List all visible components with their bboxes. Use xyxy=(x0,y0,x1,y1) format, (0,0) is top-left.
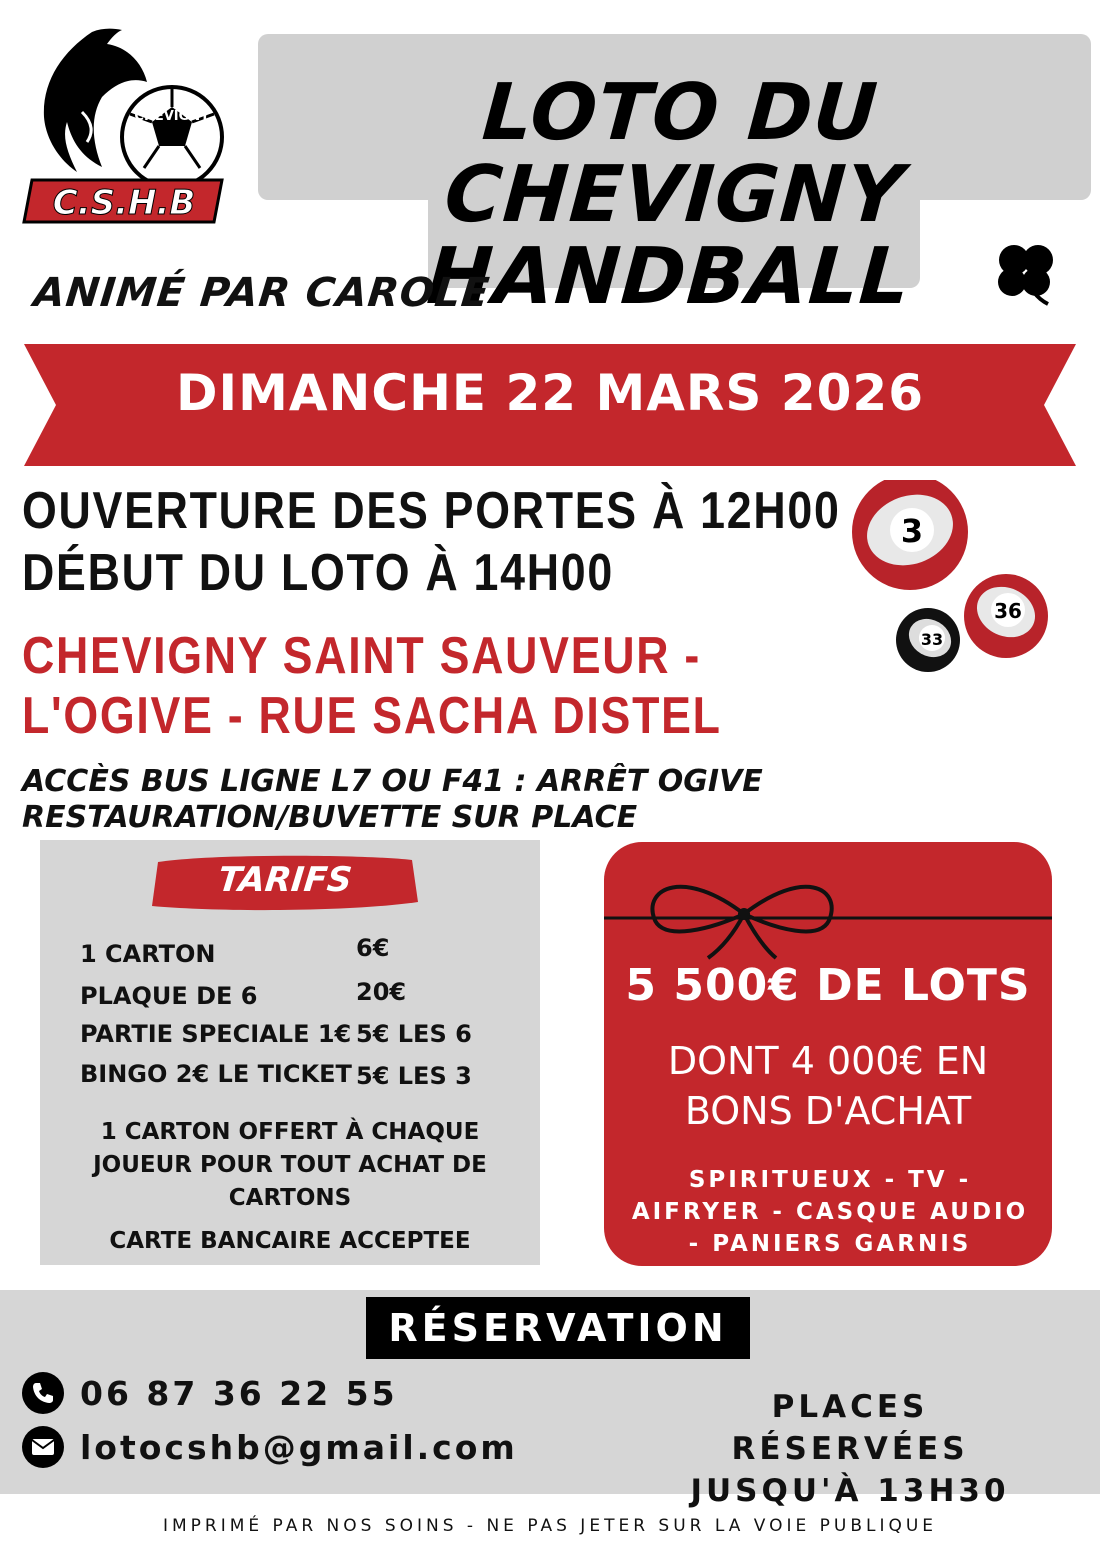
reservation-heading: RÉSERVATION xyxy=(366,1297,750,1359)
offer-text: 1 CARTON OFFERT À CHAQUE JOUEUR POUR TOUT ACHAT DE CARTONS xyxy=(93,1119,487,1211)
clover-icon xyxy=(990,238,1062,308)
price-label: 1 CARTON xyxy=(80,940,216,968)
location-line-1: CHEVIGNY SAINT SAUVEUR - xyxy=(22,627,702,685)
ribbon-bow-icon xyxy=(604,848,1052,960)
price-label: PARTIE SPECIALE 1€ xyxy=(80,1020,352,1048)
tarifs-heading: TARIFS xyxy=(216,860,354,900)
title-line-1: LOTO DU CHEVIGNY xyxy=(441,68,908,240)
card-accepted-text: CARTE BANCAIRE ACCEPTEE xyxy=(109,1228,471,1254)
start-time: DÉBUT DU LOTO À 14H00 xyxy=(22,544,614,602)
email-address: lotocshb@gmail.com xyxy=(80,1428,518,1467)
location xyxy=(22,626,722,746)
price-value: 5€ LES 3 xyxy=(356,1062,472,1090)
schedule xyxy=(22,480,841,604)
location-line-2: L'OGIVE - RUE SACHA DISTEL xyxy=(22,687,722,745)
bingo-ball-36 xyxy=(964,574,1048,658)
price-value: 5€ LES 6 xyxy=(356,1020,472,1048)
doors-open-time: OUVERTURE DES PORTES À 12H00 xyxy=(22,482,841,540)
logo-club-text: C.S.H.B xyxy=(52,183,196,223)
bingo-balls-illustration xyxy=(840,480,1070,690)
ball-number-2: 36 xyxy=(994,599,1022,623)
event-date: DIMANCHE 22 MARS 2026 xyxy=(175,364,925,422)
food-info: RESTAURATION/BUVETTE SUR PLACE xyxy=(22,800,638,835)
email-contact[interactable] xyxy=(22,1428,518,1471)
bus-access: ACCÈS BUS LIGNE L7 OU F41 : ARRÊT OGIVE xyxy=(22,764,763,799)
price-label: BINGO 2€ LE TICKET xyxy=(80,1060,352,1088)
lots-items: SPIRITUEUX - TV - AIFRYER - CASQUE AUDIO - PANIERS GARNIS xyxy=(631,1167,1029,1257)
bingo-ball-33 xyxy=(896,608,960,672)
lots-total: 5 500€ DE LOTS xyxy=(625,960,1031,1011)
host-text: ANIMÉ PAR CAROLE xyxy=(31,270,493,316)
phone-number: 06 87 36 22 55 xyxy=(80,1374,398,1413)
reserved-line-2: JUSQU'À 13H30 xyxy=(690,1473,1010,1509)
price-value: 20€ xyxy=(356,978,407,1006)
lots-vouchers-line-1: DONT 4 000€ EN xyxy=(667,1039,989,1083)
ball-number-3: 33 xyxy=(920,630,944,649)
ball-number-1: 3 xyxy=(900,512,924,550)
club-logo xyxy=(22,22,232,237)
price-value: 6€ xyxy=(356,934,390,962)
phone-contact[interactable] xyxy=(22,1374,398,1417)
lots-vouchers-line-2: BONS D'ACHAT xyxy=(684,1089,972,1133)
access-info xyxy=(22,764,763,836)
price-label: PLAQUE DE 6 xyxy=(80,982,258,1010)
email-icon xyxy=(22,1426,64,1468)
logo-ball-text: CHEVIGNY xyxy=(134,109,210,124)
lots-vouchers xyxy=(604,1036,1052,1136)
title-line-2: HANDBALL xyxy=(424,232,914,322)
footer-notice: IMPRIMÉ PAR NOS SOINS - NE PAS JETER SUR LA VOIE PUBLIQUE xyxy=(162,1516,938,1536)
bingo-ball-3 xyxy=(852,480,968,590)
reserved-line-1: PLACES RÉSERVÉES xyxy=(731,1389,969,1467)
phone-icon xyxy=(22,1372,64,1414)
reserved-until xyxy=(650,1386,1050,1512)
